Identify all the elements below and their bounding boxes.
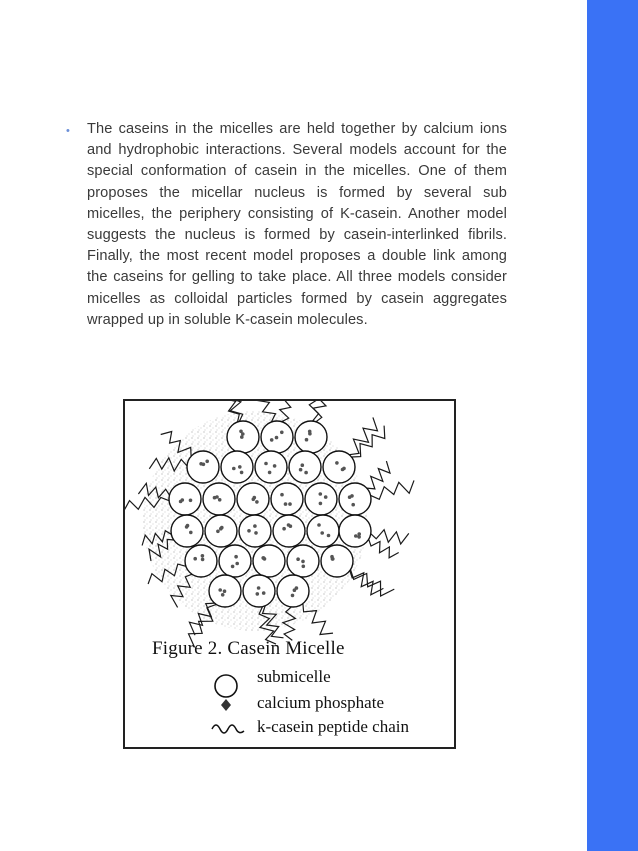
- calcium-phosphate-dot: [253, 524, 257, 528]
- calcium-phosphate-dot: [273, 464, 277, 468]
- calcium-phosphate-dot: [275, 436, 279, 440]
- calcium-phosphate-dot: [264, 462, 268, 466]
- submicelle: [239, 515, 271, 547]
- calcium-phosphate-dot: [319, 502, 323, 506]
- calcium-phosphate-dot: [257, 586, 261, 590]
- calcium-phosphate-dot: [335, 461, 339, 465]
- calcium-phosphate-dot: [239, 430, 243, 434]
- peptide-chain: [371, 480, 414, 499]
- calcium-phosphate-dot: [351, 503, 355, 507]
- peptide-chain: [313, 401, 330, 422]
- calcium-phosphate-dot: [280, 493, 284, 497]
- submicelle: [185, 545, 217, 577]
- submicelle: [169, 483, 201, 515]
- submicelle: [321, 545, 353, 577]
- calcium-phosphate-dot: [305, 438, 309, 442]
- calcium-phosphate-dot: [319, 492, 323, 496]
- submicelle: [307, 515, 339, 547]
- calcium-phosphate-dot: [189, 531, 193, 535]
- submicelle: [253, 545, 285, 577]
- calcium-phosphate-dot: [262, 556, 266, 560]
- submicelle: [323, 451, 355, 483]
- calcium-phosphate-dot: [213, 496, 217, 500]
- calcium-phosphate-dot: [193, 557, 197, 561]
- submicelle: [221, 451, 253, 483]
- calcium-phosphate-dot: [304, 471, 308, 475]
- legend-submicelle: submicelle: [257, 667, 331, 686]
- submicelle: [255, 451, 287, 483]
- calcium-phosphate-dot: [357, 532, 361, 536]
- legend-calcium-phosphate: calcium phosphate: [257, 693, 384, 712]
- submicelle: [219, 545, 251, 577]
- calcium-phosphate-dot: [284, 502, 288, 506]
- peptide-chain: [349, 417, 377, 454]
- calcium-phosphate-dot: [235, 562, 239, 566]
- calcium-phosphate-dot: [270, 438, 274, 442]
- submicelle: [339, 483, 371, 515]
- figure-caption: Figure 2. Casein Micelle: [152, 638, 345, 659]
- submicelle: [171, 515, 203, 547]
- submicelle: [243, 575, 275, 607]
- calcium-phosphate-dot: [218, 498, 222, 502]
- calcium-phosphate-dot: [223, 589, 227, 593]
- calcium-phosphate-dot: [317, 523, 321, 527]
- calcium-phosphate-dot: [348, 495, 352, 499]
- calcium-phosphate-dot: [301, 463, 305, 467]
- calcium-phosphate-dot: [231, 565, 235, 569]
- peptide-chain-squiggle-icon: [209, 719, 249, 739]
- calcium-phosphate-dot: [324, 495, 328, 499]
- calcium-phosphate-dot: [201, 558, 205, 562]
- calcium-phosphate-dot: [254, 531, 258, 535]
- calcium-phosphate-dot: [289, 524, 293, 528]
- calcium-phosphate-dot: [291, 594, 295, 598]
- calcium-phosphate-dot: [234, 555, 238, 559]
- calcium-phosphate-dot: [293, 588, 297, 592]
- calcium-phosphate-dot: [221, 593, 225, 597]
- legend-peptide-chain: k-casein peptide chain: [257, 717, 409, 736]
- submicelle: [339, 515, 371, 547]
- peptide-chain: [367, 461, 390, 489]
- submicelle: [205, 515, 237, 547]
- calcium-phosphate-dot: [327, 534, 331, 538]
- calcium-phosphate-dot: [199, 462, 203, 466]
- calcium-phosphate-dot: [331, 557, 335, 561]
- calcium-phosphate-dot: [256, 592, 260, 596]
- submicelle: [295, 421, 327, 453]
- calcium-phosphate-dot: [262, 591, 266, 595]
- calcium-phosphate-dot: [299, 468, 303, 472]
- peptide-chain: [371, 530, 409, 544]
- submicelle: [271, 483, 303, 515]
- calcium-phosphate-dot: [268, 471, 272, 475]
- submicelle: [289, 451, 321, 483]
- calcium-phosphate-dot: [216, 530, 220, 534]
- submicelle: [273, 515, 305, 547]
- calcium-phosphate-dot: [238, 465, 242, 469]
- calcium-phosphate-dot: [232, 467, 236, 471]
- calcium-phosphate-dot: [240, 471, 244, 475]
- calcium-phosphate-dot: [282, 527, 286, 531]
- calcium-phosphate-dot: [253, 496, 257, 500]
- calcium-phosphate-dot: [302, 565, 306, 569]
- calcium-phosphate-dot: [185, 525, 189, 529]
- accent-side-bar: [587, 0, 638, 851]
- calcium-phosphate-dot: [288, 502, 292, 506]
- calcium-phosphate-dot: [240, 435, 244, 439]
- calcium-phosphate-dot: [255, 500, 259, 504]
- bullet-paragraph: [66, 119, 509, 331]
- calcium-phosphate-dot: [247, 529, 251, 533]
- submicelle: [305, 483, 337, 515]
- calcium-phosphate-dot: [220, 526, 224, 530]
- calcium-phosphate-dot: [296, 557, 300, 561]
- peptide-chain: [309, 401, 320, 421]
- calcium-phosphate-dot: [320, 531, 324, 535]
- calcium-phosphate-dot-icon: [218, 697, 234, 713]
- calcium-phosphate-dot: [218, 588, 222, 592]
- peptide-chain: [369, 539, 399, 558]
- bullet-icon: •: [66, 125, 70, 137]
- submicelle: [187, 451, 219, 483]
- calcium-phosphate-dot: [179, 500, 183, 504]
- calcium-phosphate-dot: [189, 499, 193, 503]
- paragraph-text: The caseins in the micelles are held together by calcium ions and hydrophobic interactions. Several models account for the special conformation of casein in the micelles. One of them proposes the micellar nucleus is formed by several sub micelles, the periphery consisting of K-casein. Another model suggests the nucleus is formed by casein-interlinked fibrils. Finally, the most recent model proposes a double link among the caseins for gelling to take place. All three models consider micelles as colloidal particles formed by casein aggregates wrapped up in soluble K-casein molecules.: [87, 121, 507, 328]
- calcium-phosphate-dot: [201, 554, 205, 558]
- calcium-phosphate-dot: [308, 430, 312, 434]
- casein-micelle-figure: [123, 399, 456, 749]
- calcium-phosphate-dot: [280, 431, 284, 435]
- calcium-phosphate-dot: [301, 560, 305, 564]
- calcium-phosphate-dot: [341, 468, 345, 472]
- calcium-phosphate-dot: [205, 460, 209, 464]
- calcium-phosphate-dot: [354, 534, 358, 538]
